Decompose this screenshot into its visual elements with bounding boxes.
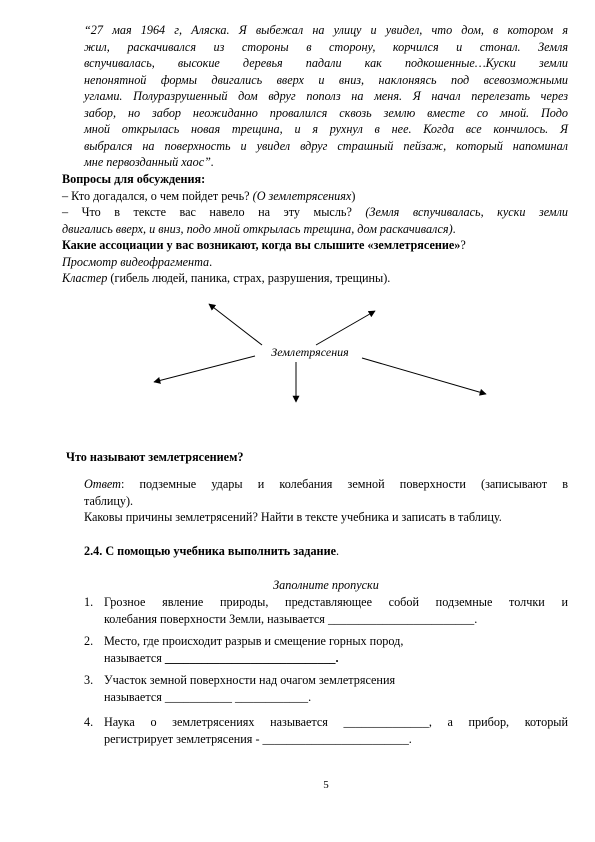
arrow-down-right (362, 358, 486, 394)
list-item-number: 4. (84, 715, 94, 729)
list-item-line: называется ___________ ____________. (104, 689, 312, 704)
list-item-line: Грозное явление природы, представляющее собой подземные толчки и (104, 595, 568, 609)
diagram-center-label: Землетрясения (271, 345, 349, 359)
list-item-line: Наука о землетрясениях называется ______________, а прибор, который (104, 715, 568, 729)
list-item-number: 2. (84, 634, 94, 648)
definition-answer (84, 476, 568, 526)
task-heading: 2.4. С помощью учебника выполнить задание. (84, 544, 340, 558)
answer-line: Ответ: подземные удары и колебания земной поверхности (записывают в (84, 477, 568, 491)
list-item-line: Участок земной поверхности над очагом землетрясения (104, 673, 396, 687)
quote-line: мне первозданный хаос”. (84, 155, 214, 169)
page-number: 5 (323, 779, 329, 791)
arrow-up-right (316, 311, 375, 345)
cluster-line: Кластер (гибель людей, паника, страх, разрушения, трещины). (62, 271, 391, 285)
quote-line: выбрался на поверхность и увидел вдруг страшный пейзаж, который напоминал (84, 138, 568, 153)
answer-line: таблицу). (84, 493, 134, 508)
list-item-line: регистрирует землетрясения - ________________________. (104, 731, 412, 746)
associations-question: Какие ассоциации у вас возникают, когда вы слышите «землетрясение»? (62, 238, 466, 252)
list-item (84, 714, 568, 748)
list-item-number: 1. (84, 595, 94, 609)
list-item (84, 672, 568, 706)
quote-line: жил, раскачивался из стороны в сторону, корчился и стонал. Земля (84, 39, 568, 54)
quote-line: вспучивалась, высокие деревья падали как подкошенные…Куски земли (84, 56, 568, 70)
list-item-line: Место, где происходит разрыв и смещение горных пород, (104, 634, 404, 648)
task-subtitle: Заполните пропуски (273, 578, 379, 592)
causes-question: Каковы причины землетрясений? Найти в тексте учебника и записать в таблицу. (84, 510, 502, 524)
arrow-down-left (154, 356, 255, 382)
discussion-question-1: – Кто догадался, о чем пойдет речь? (О землетрясениях) (62, 188, 356, 203)
discussion-heading: Вопросы для обсуждения: (62, 172, 206, 186)
list-item-line: колебания поверхности Земли, называется ________________________. (104, 611, 478, 626)
list-item (84, 594, 568, 628)
list-item-number: 3. (84, 673, 94, 687)
list-item-line: называется ____________________________. (104, 650, 339, 665)
quote-line: “27 мая 1964 г, Аляска. Я выбежал на улицу и увидел, что дом, в котором я (84, 23, 568, 37)
list-item (84, 633, 568, 667)
quote-line: мной открылась новая трещина, и я рухнул в нее. Когда все кончилось. Я (84, 122, 568, 136)
definition-question: Что называют землетрясением? (66, 450, 244, 464)
arrow-up-left (209, 304, 262, 345)
discussion-question-2: – Что в тексте вас навело на эту мысль? (Земля вспучивалась, куски земли (62, 205, 568, 219)
quote-line: углами. Полуразрушенный дом вдруг пополз на меня. Я начал перелезать через (84, 89, 568, 103)
discussion-question-2-continued: двигались вверх, и вниз, подо мной открылась трещина, дом раскачивался). (62, 221, 456, 236)
quote-line: непонятной формы двигались вверх и вниз, наклоняясь под всевозможными (84, 72, 568, 87)
video-viewing: Просмотр видеофрагмента. (62, 254, 213, 269)
quote-line: забор, но забор неожиданно провалился сквозь землю вместе со мной. Подо (84, 105, 568, 120)
